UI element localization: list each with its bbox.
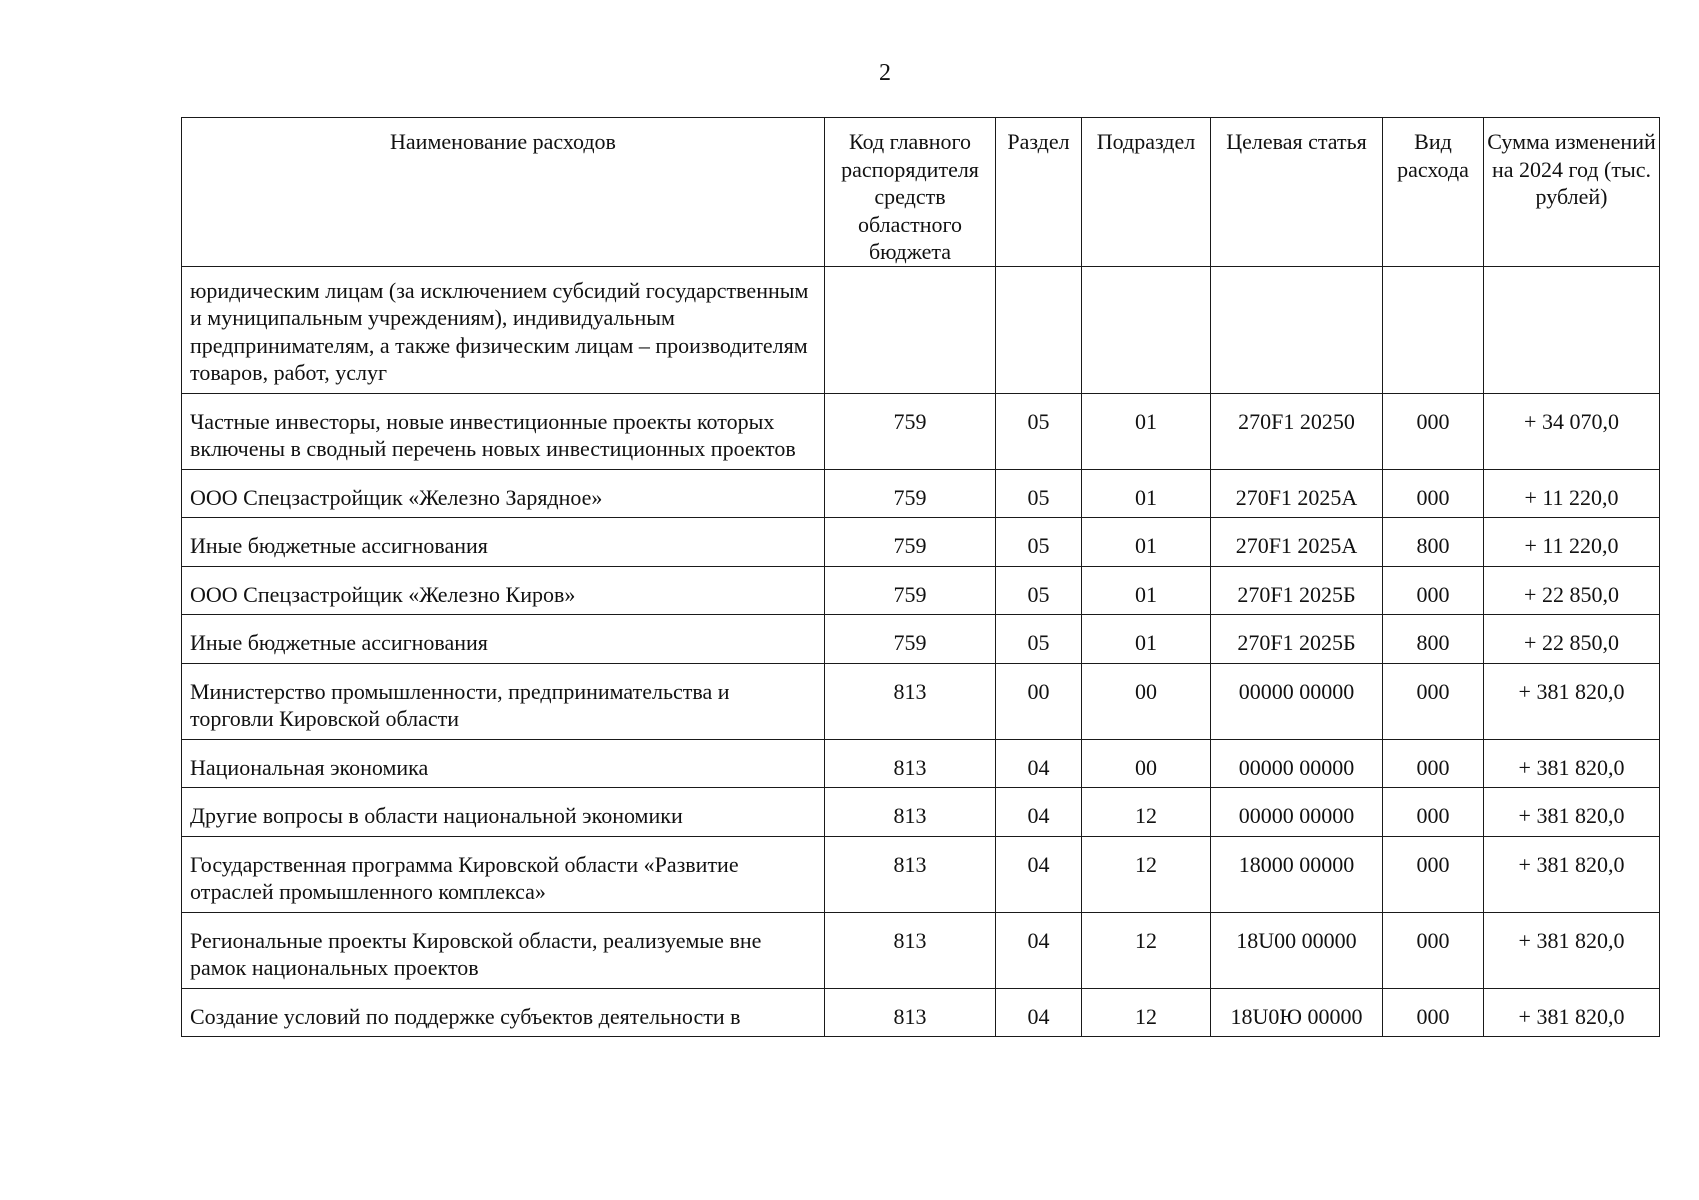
cell-administrator-code: 759 [825, 566, 996, 615]
cell-target-article [1211, 266, 1383, 393]
cell-subsection: 12 [1082, 788, 1211, 837]
cell-expense-name: юридическим лицам (за исключением субсидий государственным и муниципальным учреждениям), индивидуальным предпринимателям, а также физическим лицам – производителям товаров, работ, услуг [182, 266, 825, 393]
cell-expense-type: 000 [1383, 836, 1484, 912]
cell-expense-type [1383, 266, 1484, 393]
cell-change-amount: + 34 070,0 [1484, 393, 1660, 469]
cell-expense-type: 000 [1383, 739, 1484, 788]
cell-expense-name: Частные инвесторы, новые инвестиционные проекты которых включены в сводный перечень новых инвестиционных проектов [182, 393, 825, 469]
cell-section: 04 [996, 739, 1082, 788]
cell-expense-type: 800 [1383, 518, 1484, 567]
table-row [182, 266, 1660, 393]
cell-subsection [1082, 266, 1211, 393]
cell-section: 05 [996, 615, 1082, 664]
table-row [182, 739, 1660, 788]
cell-target-article: 00000 00000 [1211, 788, 1383, 837]
cell-target-article: 18000 00000 [1211, 836, 1383, 912]
cell-target-article: 270F1 2025А [1211, 518, 1383, 567]
cell-expense-name: Национальная экономика [182, 739, 825, 788]
header-subsection: Подраздел [1082, 118, 1211, 267]
cell-section: 05 [996, 566, 1082, 615]
cell-target-article: 18U0Ю 00000 [1211, 988, 1383, 1037]
cell-target-article: 270F1 2025Б [1211, 615, 1383, 664]
table-header-row [182, 118, 1660, 267]
cell-expense-name: Другие вопросы в области национальной экономики [182, 788, 825, 837]
cell-section: 04 [996, 836, 1082, 912]
header-target-article: Целевая статья [1211, 118, 1383, 267]
cell-expense-name: Иные бюджетные ассигнования [182, 615, 825, 664]
cell-expense-name: Министерство промышленности, предпринимательства и торговли Кировской области [182, 663, 825, 739]
expense-table [181, 117, 1660, 1037]
cell-administrator-code: 813 [825, 739, 996, 788]
cell-expense-type: 800 [1383, 615, 1484, 664]
cell-section: 04 [996, 988, 1082, 1037]
header-section: Раздел [996, 118, 1082, 267]
cell-target-article: 18U00 00000 [1211, 912, 1383, 988]
cell-administrator-code: 759 [825, 615, 996, 664]
table-row [182, 788, 1660, 837]
header-expense-name: Наименование расходов [182, 118, 825, 267]
cell-expense-name: Создание условий по поддержке субъектов деятельности в [182, 988, 825, 1037]
table-row [182, 469, 1660, 518]
table-row [182, 518, 1660, 567]
cell-section [996, 266, 1082, 393]
cell-expense-name: Иные бюджетные ассигнования [182, 518, 825, 567]
cell-subsection: 12 [1082, 988, 1211, 1037]
cell-section: 04 [996, 912, 1082, 988]
cell-expense-name: Региональные проекты Кировской области, реализуемые вне рамок национальных проектов [182, 912, 825, 988]
cell-subsection: 01 [1082, 566, 1211, 615]
table-row [182, 836, 1660, 912]
cell-subsection: 00 [1082, 739, 1211, 788]
cell-administrator-code: 813 [825, 836, 996, 912]
cell-change-amount: + 381 820,0 [1484, 988, 1660, 1037]
header-expense-type: Вид расхода [1383, 118, 1484, 267]
cell-expense-type: 000 [1383, 788, 1484, 837]
cell-section: 05 [996, 393, 1082, 469]
cell-target-article: 00000 00000 [1211, 739, 1383, 788]
cell-expense-name: ООО Спецзастройщик «Железно Зарядное» [182, 469, 825, 518]
cell-change-amount: + 11 220,0 [1484, 469, 1660, 518]
cell-change-amount: + 381 820,0 [1484, 912, 1660, 988]
cell-expense-type: 000 [1383, 469, 1484, 518]
cell-change-amount: + 11 220,0 [1484, 518, 1660, 567]
cell-expense-type: 000 [1383, 988, 1484, 1037]
cell-administrator-code [825, 266, 996, 393]
cell-section: 05 [996, 518, 1082, 567]
table-row [182, 912, 1660, 988]
cell-subsection: 01 [1082, 615, 1211, 664]
cell-administrator-code: 813 [825, 663, 996, 739]
cell-subsection: 00 [1082, 663, 1211, 739]
cell-expense-name: ООО Спецзастройщик «Железно Киров» [182, 566, 825, 615]
table-row [182, 615, 1660, 664]
cell-subsection: 01 [1082, 518, 1211, 567]
cell-expense-name: Государственная программа Кировской области «Развитие отраслей промышленного комплекса» [182, 836, 825, 912]
cell-administrator-code: 759 [825, 518, 996, 567]
cell-target-article: 270F1 2025Б [1211, 566, 1383, 615]
header-administrator-code: Код главного распорядителя средств областного бюджета [825, 118, 996, 267]
cell-section: 00 [996, 663, 1082, 739]
cell-change-amount [1484, 266, 1660, 393]
page-number: 2 [879, 60, 891, 86]
table-row [182, 988, 1660, 1037]
cell-administrator-code: 813 [825, 988, 996, 1037]
cell-change-amount: + 381 820,0 [1484, 788, 1660, 837]
table-row [182, 663, 1660, 739]
cell-administrator-code: 813 [825, 912, 996, 988]
cell-administrator-code: 759 [825, 393, 996, 469]
cell-expense-type: 000 [1383, 393, 1484, 469]
cell-change-amount: + 22 850,0 [1484, 566, 1660, 615]
cell-target-article: 270F1 20250 [1211, 393, 1383, 469]
cell-subsection: 12 [1082, 912, 1211, 988]
cell-target-article: 270F1 2025А [1211, 469, 1383, 518]
cell-section: 05 [996, 469, 1082, 518]
cell-change-amount: + 381 820,0 [1484, 739, 1660, 788]
cell-change-amount: + 22 850,0 [1484, 615, 1660, 664]
cell-subsection: 01 [1082, 469, 1211, 518]
cell-change-amount: + 381 820,0 [1484, 836, 1660, 912]
table-row [182, 393, 1660, 469]
header-change-amount: Сумма изменений на 2024 год (тыс. рублей) [1484, 118, 1660, 267]
cell-section: 04 [996, 788, 1082, 837]
cell-change-amount: + 381 820,0 [1484, 663, 1660, 739]
cell-subsection: 01 [1082, 393, 1211, 469]
cell-administrator-code: 759 [825, 469, 996, 518]
cell-administrator-code: 813 [825, 788, 996, 837]
table-row [182, 566, 1660, 615]
cell-expense-type: 000 [1383, 566, 1484, 615]
cell-expense-type: 000 [1383, 912, 1484, 988]
cell-subsection: 12 [1082, 836, 1211, 912]
cell-expense-type: 000 [1383, 663, 1484, 739]
cell-target-article: 00000 00000 [1211, 663, 1383, 739]
